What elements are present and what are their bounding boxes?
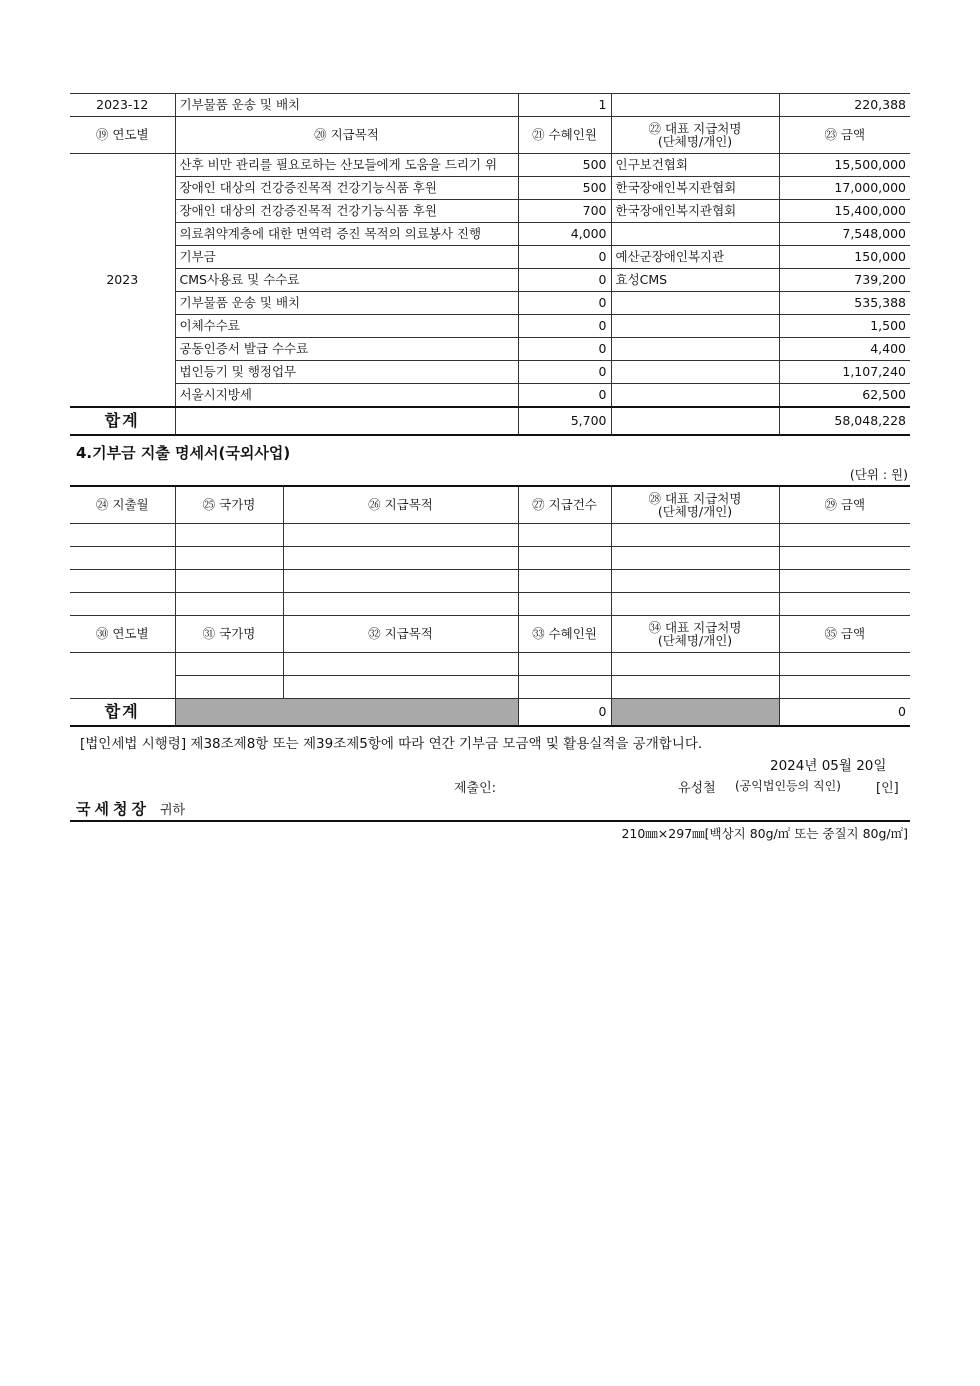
amount-cell: 15,400,000	[779, 200, 910, 223]
amount-cell: 739,200	[779, 269, 910, 292]
amount-cell: 4,400	[779, 338, 910, 361]
table-header-row	[70, 117, 910, 154]
beneficiaries-cell: 700	[518, 200, 611, 223]
submitter-label: 제출인:	[454, 781, 497, 796]
purpose-cell: 이체수수료	[175, 315, 518, 338]
header-recipient-line1: ㉞ 대표 지급처명	[648, 619, 742, 635]
table-header-row	[70, 616, 910, 653]
table-row	[70, 94, 910, 117]
submission-date: 2024년 05월 20일	[770, 758, 887, 774]
header-country: ㉕ 국가명	[175, 486, 283, 524]
purpose-cell: 장애인 대상의 건강증진목적 건강기능식품 후원	[175, 200, 518, 223]
beneficiaries-cell: 500	[518, 154, 611, 177]
beneficiaries-cell: 0	[518, 361, 611, 384]
recipient-cell	[611, 384, 779, 408]
seal-mark: [인]	[876, 781, 899, 796]
beneficiaries-cell: 0	[518, 246, 611, 269]
table-row	[70, 361, 910, 384]
recipient-cell	[611, 338, 779, 361]
header-recipient-line2: (단체명/개인)	[657, 133, 733, 149]
empty-row	[70, 653, 910, 676]
table-row	[70, 154, 910, 177]
submitter-name: 유성철	[678, 781, 716, 796]
purpose-cell: 법인등기 및 행정업무	[175, 361, 518, 384]
purpose-cell: 산후 비만 관리를 필요로하는 산모들에게 도움을 드리기 위	[175, 154, 518, 177]
header-amount: ㉟ 금액	[779, 616, 910, 653]
beneficiaries-cell: 500	[518, 177, 611, 200]
section-title: 4.기부금 지출 명세서(국외사업)	[76, 444, 291, 462]
total-row	[70, 699, 910, 727]
amount-cell: 62,500	[779, 384, 910, 408]
total-beneficiaries: 0	[518, 699, 611, 727]
purpose-cell: 의료취약계층에 대한 면역력 증진 목적의 의료봉사 진행	[175, 223, 518, 246]
beneficiaries-cell: 0	[518, 315, 611, 338]
purpose-cell: 장애인 대상의 건강증진목적 건강기능식품 후원	[175, 177, 518, 200]
amount-cell: 1,500	[779, 315, 910, 338]
header-amount: ㉓ 금액	[779, 117, 910, 154]
shaded-cell	[611, 699, 779, 727]
beneficiaries-cell: 0	[518, 269, 611, 292]
unit-label: (단위 : 원)	[849, 467, 908, 482]
empty-row	[70, 593, 910, 616]
total-beneficiaries: 5,700	[518, 407, 611, 435]
total-row	[70, 407, 910, 435]
recipient-cell: 예산군장애인복지관	[611, 246, 779, 269]
purpose-cell: 서울시지방세	[175, 384, 518, 408]
beneficiaries-cell: 4,000	[518, 223, 611, 246]
empty-row	[70, 547, 910, 570]
total-amount: 58,048,228	[779, 407, 910, 435]
purpose-cell: 기부물품 운송 및 배치	[175, 292, 518, 315]
recipient-honorific: 귀하	[159, 803, 186, 818]
header-amount: ㉙ 금액	[779, 486, 910, 524]
header-beneficiaries: ㉑ 수혜인원	[518, 117, 611, 154]
amount-cell: 1,107,240	[779, 361, 910, 384]
submitter-role: (공익법인등의 직인)	[735, 779, 841, 793]
overseas-expenditure-table	[70, 485, 910, 727]
year-cell: 2023	[70, 154, 175, 408]
recipient-cell: 한국장애인복지관협회	[611, 177, 779, 200]
purpose-cell: 기부금	[175, 246, 518, 269]
table-row	[70, 246, 910, 269]
amount-cell: 220,388	[779, 94, 910, 117]
total-empty-cell	[611, 407, 779, 435]
header-country: ㉛ 국가명	[175, 616, 283, 653]
recipient-cell	[611, 292, 779, 315]
header-recipient	[611, 117, 779, 154]
table-row	[70, 292, 910, 315]
amount-cell: 535,388	[779, 292, 910, 315]
beneficiaries-cell: 0	[518, 384, 611, 408]
amount-cell: 15,500,000	[779, 154, 910, 177]
table-row	[70, 177, 910, 200]
shaded-cell	[175, 699, 518, 727]
beneficiaries-cell: 0	[518, 292, 611, 315]
recipient-cell	[611, 223, 779, 246]
beneficiaries-cell: 0	[518, 338, 611, 361]
header-purpose: ⑳ 지급목적	[175, 117, 518, 154]
legal-notice: [법인세법 시행령] 제38조제8항 또는 제39조제5항에 따라 연간 기부금 모금액 및 활용실적을 공개합니다.	[80, 736, 703, 752]
header-recipient-line1: ㉒ 대표 지급처명	[648, 120, 742, 136]
header-year: ㉚ 연도별	[70, 616, 175, 653]
total-amount: 0	[779, 699, 910, 727]
table-row	[70, 223, 910, 246]
amount-cell: 150,000	[779, 246, 910, 269]
header-recipient	[611, 616, 779, 653]
paper-spec: 210㎜×297㎜[백상지 80g/㎡ 또는 중질지 80g/㎡]	[621, 826, 908, 841]
header-purpose: ㉖ 지급목적	[283, 486, 518, 524]
recipient-cell	[611, 361, 779, 384]
header-purpose: ㉜ 지급목적	[283, 616, 518, 653]
table-header-row	[70, 486, 910, 524]
table-row	[70, 269, 910, 292]
year-cell: 2023-12	[70, 94, 175, 117]
header-recipient-line1: ㉘ 대표 지급처명	[648, 490, 742, 506]
recipient-line	[70, 798, 910, 822]
header-count: ㉗ 지급건수	[518, 486, 611, 524]
empty-row	[70, 524, 910, 547]
header-month: ㉔ 지출월	[70, 486, 175, 524]
recipient-cell	[611, 94, 779, 117]
total-empty-cell	[175, 407, 518, 435]
header-recipient-line2: (단체명/개인)	[657, 503, 733, 519]
recipient-cell: 효성CMS	[611, 269, 779, 292]
recipient-name: 국세청장	[76, 800, 150, 818]
purpose-cell: CMS사용료 및 수수료	[175, 269, 518, 292]
recipient-cell	[611, 315, 779, 338]
count-cell: 1	[518, 94, 611, 117]
header-recipient-line2: (단체명/개인)	[657, 632, 733, 648]
domestic-expenditure-table	[70, 93, 910, 436]
table-row	[70, 315, 910, 338]
header-year: ⑲ 연도별	[70, 117, 175, 154]
recipient-cell: 인구보건협회	[611, 154, 779, 177]
empty-row	[70, 570, 910, 593]
table-row	[70, 338, 910, 361]
amount-cell: 17,000,000	[779, 177, 910, 200]
amount-cell: 7,548,000	[779, 223, 910, 246]
total-label: 합계	[70, 407, 175, 435]
recipient-cell: 한국장애인복지관협회	[611, 200, 779, 223]
table-row	[70, 200, 910, 223]
header-recipient	[611, 486, 779, 524]
table-row	[70, 384, 910, 408]
header-beneficiaries: ㉝ 수혜인원	[518, 616, 611, 653]
empty-row	[70, 676, 910, 699]
total-label: 합계	[70, 699, 175, 727]
purpose-cell: 공동인증서 발급 수수료	[175, 338, 518, 361]
purpose-cell: 기부물품 운송 및 배치	[175, 94, 518, 117]
